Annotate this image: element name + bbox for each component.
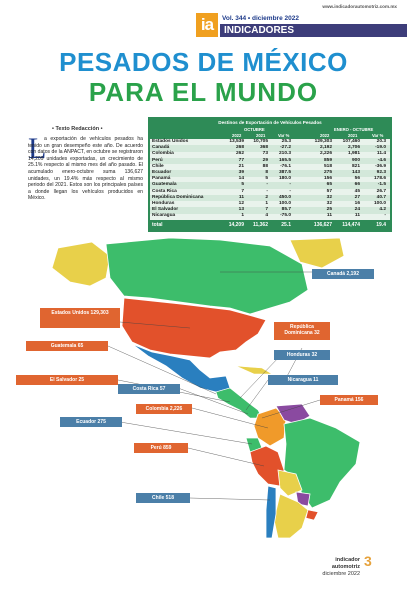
brazil-shape	[284, 418, 360, 508]
table-cell: 4.2	[379, 207, 386, 213]
total-cell: 114,474	[342, 222, 360, 228]
table-cell: 262	[235, 151, 244, 157]
table-cell: 143	[351, 170, 360, 175]
map-label-usa: Estados Unidos 129,303	[40, 308, 120, 328]
table-cell: 73	[262, 151, 268, 157]
map-label-nicaragua: Nicaragua 11	[268, 375, 338, 385]
table-cell: 1,981	[347, 151, 360, 157]
table-cell: 66	[354, 182, 360, 188]
table-cell: 10,705	[253, 139, 268, 144]
table-cell: -	[289, 188, 291, 194]
article-byline: • Texto Redacción •	[52, 126, 103, 132]
table-cell: -1.5	[377, 182, 386, 188]
total-label: total	[152, 222, 163, 228]
table-cell: 1	[241, 213, 244, 219]
table-cell: 368	[259, 145, 268, 151]
table-cell: 129,303	[314, 139, 332, 144]
table-cell: 77	[238, 157, 244, 163]
table-cell-country: Panamá	[152, 176, 171, 182]
table-cell: 518	[323, 163, 332, 169]
table-cell: -75.0	[280, 213, 291, 219]
col-header: 2021	[256, 133, 266, 138]
table-cell: 11	[326, 213, 332, 219]
footer-publication	[308, 557, 360, 578]
table-cell: 92.3	[376, 170, 386, 175]
section-banner: INDICADORES	[220, 24, 407, 37]
table-cell-country: Ecuador	[152, 170, 172, 175]
map-label-ecuador: Ecuador 275	[60, 417, 122, 427]
table-cell: 11	[238, 194, 244, 200]
table-row	[150, 213, 390, 220]
table-cell-country: Perú	[152, 157, 163, 163]
table-cell: 275	[323, 170, 332, 175]
table-cell: 39	[238, 170, 244, 175]
table-cell: 65	[326, 182, 332, 188]
table-cell: 5	[265, 176, 268, 182]
table-cell: -	[266, 182, 268, 188]
table-cell: 859	[323, 157, 332, 163]
table-cell: 56	[354, 176, 360, 182]
map-illustration	[40, 238, 380, 538]
map-label-guatemala: Guatemala 65	[26, 341, 108, 351]
total-cell: 14,209	[228, 222, 244, 228]
table-cell: 2,192	[319, 145, 332, 151]
table-cell: 2,226	[319, 151, 332, 157]
table-cell: 8	[265, 170, 268, 175]
table-cell: 11	[354, 213, 360, 219]
map-label-peru: Perú 859	[134, 443, 188, 453]
table-cell: -4.6	[377, 157, 386, 163]
table-title: Destinos de Exportación de Vehículos Pesados	[218, 120, 322, 125]
table-cell: 16	[354, 201, 360, 206]
table-cell: 4	[265, 213, 268, 219]
map-label-costa-rica: Costa Rica 57	[118, 384, 180, 394]
table-cell: 387.5	[278, 170, 291, 175]
col-header: Var %	[372, 133, 384, 138]
table-cell: 180.0	[278, 176, 291, 182]
map-label-honduras: Honduras 32	[274, 350, 330, 360]
table-cell: 32	[326, 201, 332, 206]
table-cell: 57	[326, 188, 332, 194]
table-cell-country: El Salvador	[152, 207, 179, 213]
table-cell: 1	[265, 201, 268, 206]
table-cell: 7	[265, 207, 268, 213]
table-cell-country: Chile	[152, 163, 164, 169]
map-label-panama: Panamá 156	[320, 395, 378, 405]
table-cell: -76.1	[280, 163, 291, 169]
table-cell: 156	[323, 176, 332, 182]
table-cell: 88	[262, 163, 268, 169]
table-cell: 450.0	[278, 194, 291, 200]
table-cell: 24	[354, 207, 360, 213]
table-cell: 20.3	[376, 139, 386, 144]
table-cell: -36.9	[375, 163, 386, 169]
table-cell: 100.0	[278, 201, 291, 206]
table-cell: 25.3	[281, 139, 291, 144]
table-cell: 107,460	[342, 139, 360, 144]
americas-map	[40, 238, 380, 538]
table-cell: 11.4	[376, 151, 386, 157]
col-header: 2022	[320, 133, 330, 138]
header-url[interactable]: www.indicadorautomotriz.com.mx	[322, 4, 397, 9]
table-cell: 100.0	[373, 201, 386, 206]
total-cell: 136,627	[313, 222, 332, 228]
table-total-row	[150, 221, 390, 230]
map-label-el-salvador: El Salvador 25	[16, 375, 118, 385]
table-group-october: OCTUBRE	[244, 127, 265, 132]
table-body	[150, 139, 390, 220]
table-cell: 13	[238, 207, 244, 213]
table-cell-country: Estados Unidos	[152, 139, 189, 144]
article-dropcap: L	[28, 132, 47, 165]
map-label-canada: Canadá 2,192	[312, 269, 374, 279]
alaska-shape	[52, 242, 110, 286]
map-label-chile: Chile 518	[136, 493, 190, 503]
footer-line1: indicador automotriz	[331, 557, 360, 570]
col-header: 2022	[232, 133, 242, 138]
table-cell: 900	[351, 157, 360, 163]
table-cell: 14	[238, 176, 244, 182]
table-cell: 13,539	[229, 139, 244, 144]
table-cell: -	[384, 213, 386, 219]
article-title-line1: PESADOS DE MÉXICO	[59, 47, 348, 77]
map-label-rep-dom: República Dominicana 32	[274, 322, 330, 340]
table-cell-country: Guatemala	[152, 182, 177, 188]
table-cell: 12	[238, 201, 244, 206]
uruguay-shape	[306, 510, 318, 520]
table-cell: 210.3	[278, 151, 291, 157]
table-cell-country: Colombia	[152, 151, 174, 157]
table-cell: 45	[354, 188, 360, 194]
table-cell-country: Honduras	[152, 201, 175, 206]
table-cell: 85.7	[281, 207, 291, 213]
total-cell: 19.4	[376, 222, 386, 228]
leader-line	[190, 498, 270, 500]
leader-line	[246, 380, 268, 410]
table-cell: 2	[265, 194, 268, 200]
table-cell: 268	[235, 145, 244, 151]
table-cell: 2,706	[347, 145, 360, 151]
table-cell: -	[266, 188, 268, 194]
footer-line2: diciembre 2022	[322, 571, 360, 577]
leader-line	[120, 422, 252, 444]
table-cell: 40.7	[376, 194, 386, 200]
table-cell-country: República Dominicana	[152, 194, 204, 200]
table-cell-country: Costa Rica	[152, 188, 177, 194]
article-body: a exportación de vehículos pesados ha tenido un gran desempeño este año. De acuerdo con datos de la ANPACT, en octubre se registraron 14,209 unidades exportadas, un crecimiento de 25.1% respecto al mismo mes del año pasado. El acumulado enero-octubre suma 136,627 unidades, un 19.4% más respecto al mismo periodo del 2021. Estos son los principales países a donde llegan los vehículos producidos en México.	[28, 136, 143, 202]
map-label-colombia: Colombia 2,226	[136, 404, 192, 414]
table-cell: 178.6	[373, 176, 386, 182]
export-table	[148, 117, 392, 232]
table-cell: 5	[241, 182, 244, 188]
total-cell: 25.1	[281, 222, 291, 228]
table-cell: 7	[241, 188, 244, 194]
magazine-logo: ia	[196, 13, 218, 37]
table-cell: 29	[262, 157, 268, 163]
page-number: 3	[364, 553, 372, 569]
table-cell: 821	[351, 163, 360, 169]
table-cell: 26.7	[376, 188, 386, 194]
table-cell: -27.2	[280, 145, 291, 151]
table-header	[148, 127, 392, 138]
issue-info: Vol. 344 • diciembre 2022	[222, 15, 299, 22]
col-header: 2021	[348, 133, 358, 138]
total-cell: 11,362	[252, 222, 268, 228]
central-america-shape	[216, 388, 262, 418]
chile-shape	[266, 486, 276, 538]
col-header: Var %	[278, 133, 290, 138]
table-cell-country: Nicaragua	[152, 213, 176, 219]
article-title-line2: PARA EL MUNDO	[88, 77, 319, 107]
table-cell: 165.5	[278, 157, 291, 163]
table-cell: -19.0	[375, 145, 386, 151]
table-cell-country: Canadá	[152, 145, 170, 151]
table-cell: 21	[238, 163, 244, 169]
table-group-jan-oct: ENERO - OCTUBRE	[334, 127, 374, 132]
table-cell: 27	[354, 194, 360, 200]
table-cell: 32	[326, 194, 332, 200]
table-cell: -	[289, 182, 291, 188]
table-cell: 25	[326, 207, 332, 213]
